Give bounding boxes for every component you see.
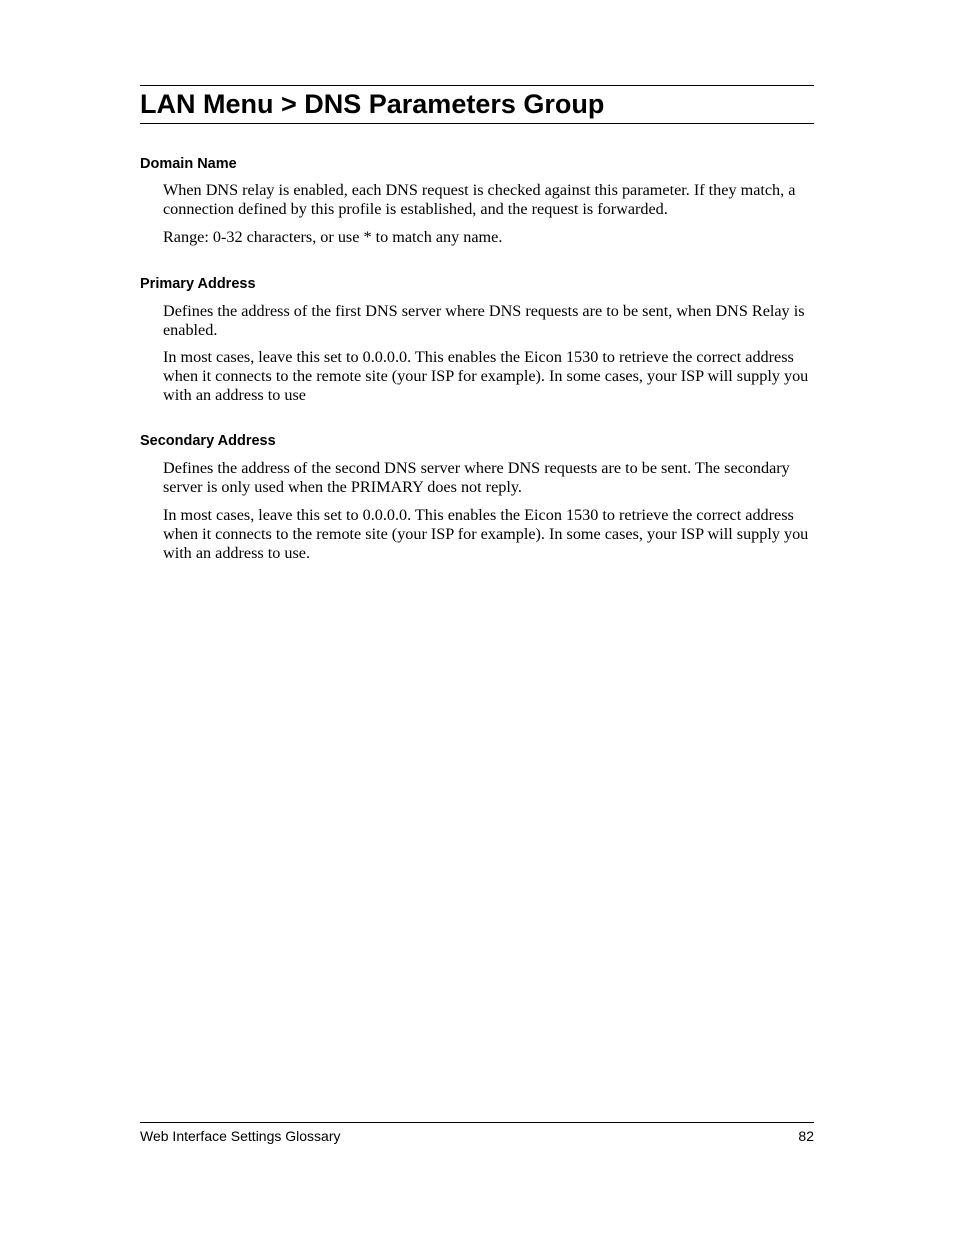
paragraph-primary-address-note: In most cases, leave this set to 0.0.0.0. This enables the Eicon 1530 to retrieve the correct address when it connects to the remote site (your ISP for example). In some cases, your ISP will supply you with an address to use — [163, 348, 809, 404]
paragraph-domain-name-range: Range: 0-32 characters, or use * to match any name. — [163, 228, 503, 246]
footer-divider — [140, 1122, 814, 1123]
footer-page-number: 82 — [798, 1128, 814, 1144]
section-heading-secondary-address: Secondary Address — [140, 433, 276, 449]
page-title-block — [140, 85, 814, 124]
paragraph-secondary-address-note: In most cases, leave this set to 0.0.0.0. This enables the Eicon 1530 to retrieve the correct address when it connects to the remote site (your ISP for example). In some cases, your ISP will supply you with an address to use. — [163, 506, 809, 562]
page-title: LAN Menu > DNS Parameters Group — [140, 89, 605, 119]
footer-document-title: Web Interface Settings Glossary — [140, 1128, 341, 1144]
paragraph-domain-name-description: When DNS relay is enabled, each DNS request is checked against this parameter. If they match, a connection defined by this profile is established, and the request is forwarded. — [163, 181, 796, 218]
paragraph-secondary-address-description: Defines the address of the second DNS server where DNS requests are to be sent. The secondary server is only used when the PRIMARY does not reply. — [163, 459, 790, 496]
section-heading-primary-address: Primary Address — [140, 276, 256, 292]
paragraph-primary-address-description: Defines the address of the first DNS server where DNS requests are to be sent, when DNS Relay is enabled. — [163, 302, 805, 339]
section-heading-domain-name: Domain Name — [140, 156, 237, 172]
